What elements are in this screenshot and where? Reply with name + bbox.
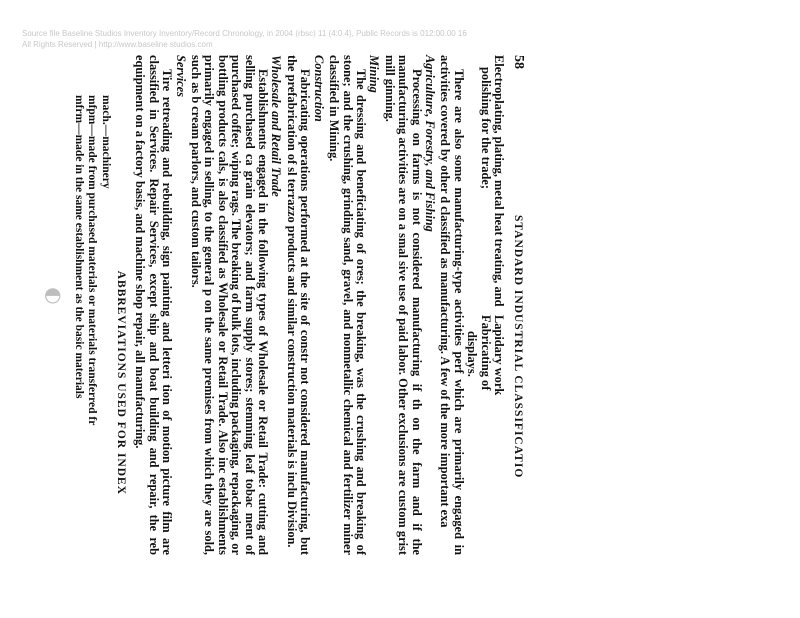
body-text — [133, 55, 465, 555]
abbreviations-list — [71, 55, 111, 555]
scan-watermark — [22, 28, 622, 50]
watermark-line-1: Source file Baseline Studios Inventory Inventory/Record Chronology, in 2004 (rbsc) 11 (4:0 4), Public Records is 012:00.00 16 — [22, 29, 467, 38]
running-title: STANDARD INDUSTRIAL CLASSIFICATIO — [512, 215, 524, 479]
paragraph: There are also some manufacturing-type activities perf which are primarily engaged in activities covered by other d classified as manufacturing. A few of the more important exa — [438, 55, 466, 555]
rotated-document-page — [72, 55, 526, 555]
section-heading: Wholesale and Retail Trade — [269, 55, 284, 197]
section-heading: Construction — [311, 55, 326, 122]
list-item: Fabricating of — [478, 315, 493, 391]
binding-hole-icon: ◐ — [42, 287, 67, 305]
activity-list — [465, 55, 505, 555]
section-heading: Agriculture, Forestry, and Fishing — [422, 55, 437, 232]
activity-list-left — [465, 55, 505, 315]
list-item: Electroplating, plating, metal heat treating, and polishing for the trade; — [478, 55, 506, 307]
page-header — [509, 55, 525, 555]
list-item: displays. — [465, 331, 480, 377]
abbreviation-item: mfrm—made in the same establishment as the basic materials — [72, 95, 85, 399]
paragraph: The dressing and beneficiating of ores; the breaking, was the crushing and breaking of stone; and the crushing, grinding sand, gravel, and nonmetallic chemical and fertilizer miner classified in Mining. — [327, 55, 368, 555]
paragraph: Processing on farms is not considered manufacturing if th on the farm and if the manufacturing activities are on a smal sive use of paid labor. Other exclusions are custom grist mill ginning. — [382, 55, 424, 555]
section-heading: Mining — [367, 55, 382, 93]
watermark-line-2: All Rights Reserved | http://www.baseline studios.com — [22, 40, 213, 49]
section-heading: Services — [173, 55, 188, 97]
page-number: 58 — [511, 55, 526, 69]
paragraph: Fabricating operations performed at the site of constr not considered manufacturing, but the prefabrication of sl terrazzo products and similar construction materials is inclu Division. — [284, 55, 313, 555]
activity-list-right — [465, 315, 505, 555]
abbreviation-item: mach.—machinery — [99, 95, 112, 189]
abbreviation-item: mfpm—made from purchased materials or materials transferred fr — [86, 95, 99, 426]
list-item: Lapidary work — [492, 315, 506, 396]
abbreviations-title: ABBREVIATIONS USED FOR INDEX — [115, 270, 128, 495]
paragraph: Establishments engaged in the following types of Wholesale or Retail Trade: cutting and selling purchased ca grain elevators; and farm supply stores; stemming leaf tobac ment of purchased coffee; wiping rags. The breaking of bulk lots, including packaging, repackaging, or bottling products cals, is also classified as Wholesale or Retail Trade. Also inc establishments primarily engaged in selling, to the general p on the same premises from which they are sold, such as b cream parlors, and custom tailors. — [189, 55, 271, 555]
paragraph: Tire retreading and rebuilding, sign painting and letteri tion of motion picture film are classified in Services. Repair Services, except ship and boat building and repair, the reb equipment on a factory basis, and machine shop repair, all manufacturing. — [133, 55, 175, 555]
